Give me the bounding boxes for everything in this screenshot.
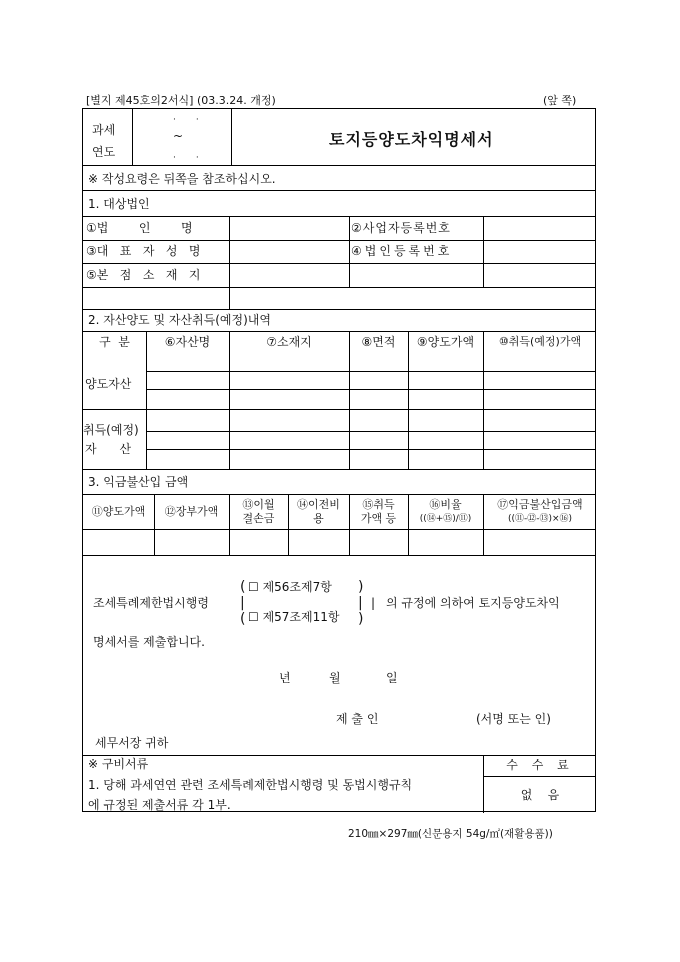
hq-address-label: ⑤본 점 소 재 지 bbox=[86, 268, 201, 282]
corp-name-label: ①법 인 명 bbox=[86, 221, 193, 235]
submitter-label: 제 출 인 bbox=[336, 712, 379, 726]
declaration-line2: 명세서를 제출합니다. bbox=[93, 635, 205, 649]
biz-reg-no-label: ②사업자등록번호 bbox=[351, 221, 451, 235]
date-dots: · · bbox=[173, 153, 199, 163]
col17-line1: ⑰익금불산입금액 bbox=[497, 498, 583, 511]
fee-value: 없 음 bbox=[520, 788, 560, 802]
date-month: 월 bbox=[329, 671, 341, 685]
signature-label: (서명 또는 인) bbox=[476, 712, 551, 726]
col-area: ⑧면적 bbox=[361, 335, 396, 349]
writing-note: ※ 작성요령은 뒤쪽을 참조하십시오. bbox=[88, 172, 276, 186]
row-transfer-assets: 양도자산 bbox=[85, 377, 132, 391]
docs-heading: ※ 구비서류 bbox=[88, 757, 149, 771]
page-side: (앞 쪽) bbox=[543, 94, 577, 107]
law-name: 조세특례제한법시행령 bbox=[93, 596, 209, 610]
date-dots: · · bbox=[173, 115, 199, 125]
option-57-11: ☐ 제57조제11항 bbox=[248, 610, 340, 624]
col-gubun: 구 분 bbox=[99, 335, 130, 349]
col13-line1: ⑬이월 bbox=[242, 498, 275, 511]
docs-line1: 1. 당해 과세연연 관련 조세특례제한법시행령 및 동법시행규칙 bbox=[88, 778, 413, 792]
form-id: [별지 제45호의2서식] (03.3.24. 개정) bbox=[86, 94, 276, 107]
col17-line2: ((⑪-⑫-⑬)×⑯) bbox=[507, 514, 573, 524]
rep-name-label: ③대 표 자 성 명 bbox=[86, 244, 201, 258]
addressee: 세무서장 귀하 bbox=[95, 736, 169, 750]
docs-line2: 에 규정된 제출서류 각 1부. bbox=[88, 798, 231, 812]
col13-line2: 결손금 bbox=[242, 512, 275, 525]
col16-line2: ((⑭+⑮)/⑪) bbox=[419, 514, 472, 524]
section3-heading: 3. 익금불산입 금액 bbox=[88, 475, 189, 489]
section1-heading: 1. 대상법인 bbox=[88, 197, 150, 211]
col-asset-name: ⑥자산명 bbox=[164, 335, 211, 349]
col-transfer-price-11: ⑪양도가액 bbox=[91, 505, 146, 518]
tax-year-label-2: 연도 bbox=[92, 145, 116, 159]
section2-heading: 2. 자산양도 및 자산취득(예정)내역 bbox=[88, 313, 271, 327]
col-book-value-12: ⑫장부가액 bbox=[164, 505, 219, 518]
bar-mark: | bbox=[371, 596, 376, 610]
date-year: 년 bbox=[279, 671, 291, 685]
date-day: 일 bbox=[386, 671, 398, 685]
form-title: 토지등양도차익명세서 bbox=[329, 130, 494, 149]
period-separator: ~ bbox=[173, 129, 184, 143]
brace-left: ( | ( bbox=[240, 579, 246, 627]
brace-right: ) | ) bbox=[358, 579, 364, 627]
col-acq-price: ⑩취득(예정)가액 bbox=[498, 335, 582, 348]
option-56-7: ☐ 제56조제7항 bbox=[248, 580, 332, 594]
col-location: ⑦소재지 bbox=[266, 335, 312, 349]
col14-line2: 용 bbox=[313, 512, 324, 525]
col15-line1: ⑮취득 bbox=[362, 498, 395, 511]
col14-line1: ⑭이전비 bbox=[297, 498, 340, 511]
col-transfer-price: ⑨양도가액 bbox=[416, 335, 475, 349]
row-acq-assets-1: 취득(예정) bbox=[83, 423, 139, 437]
col16-line1: ⑯비율 bbox=[429, 498, 462, 511]
paper-spec-footer: 210㎜×297㎜(신문용지 54g/㎡(재활용품)) bbox=[348, 828, 553, 840]
declaration-tail: 의 규정에 의하여 토지등양도차익 bbox=[386, 596, 560, 610]
corp-reg-no-label: ④법인등록번호 bbox=[351, 244, 453, 258]
tax-year-label-1: 과세 bbox=[92, 123, 116, 137]
form-table bbox=[82, 108, 596, 812]
col15-line2: 가액 등 bbox=[360, 512, 397, 525]
row-acq-assets-2: 자 산 bbox=[85, 442, 132, 456]
fee-label: 수 수 료 bbox=[506, 758, 574, 772]
